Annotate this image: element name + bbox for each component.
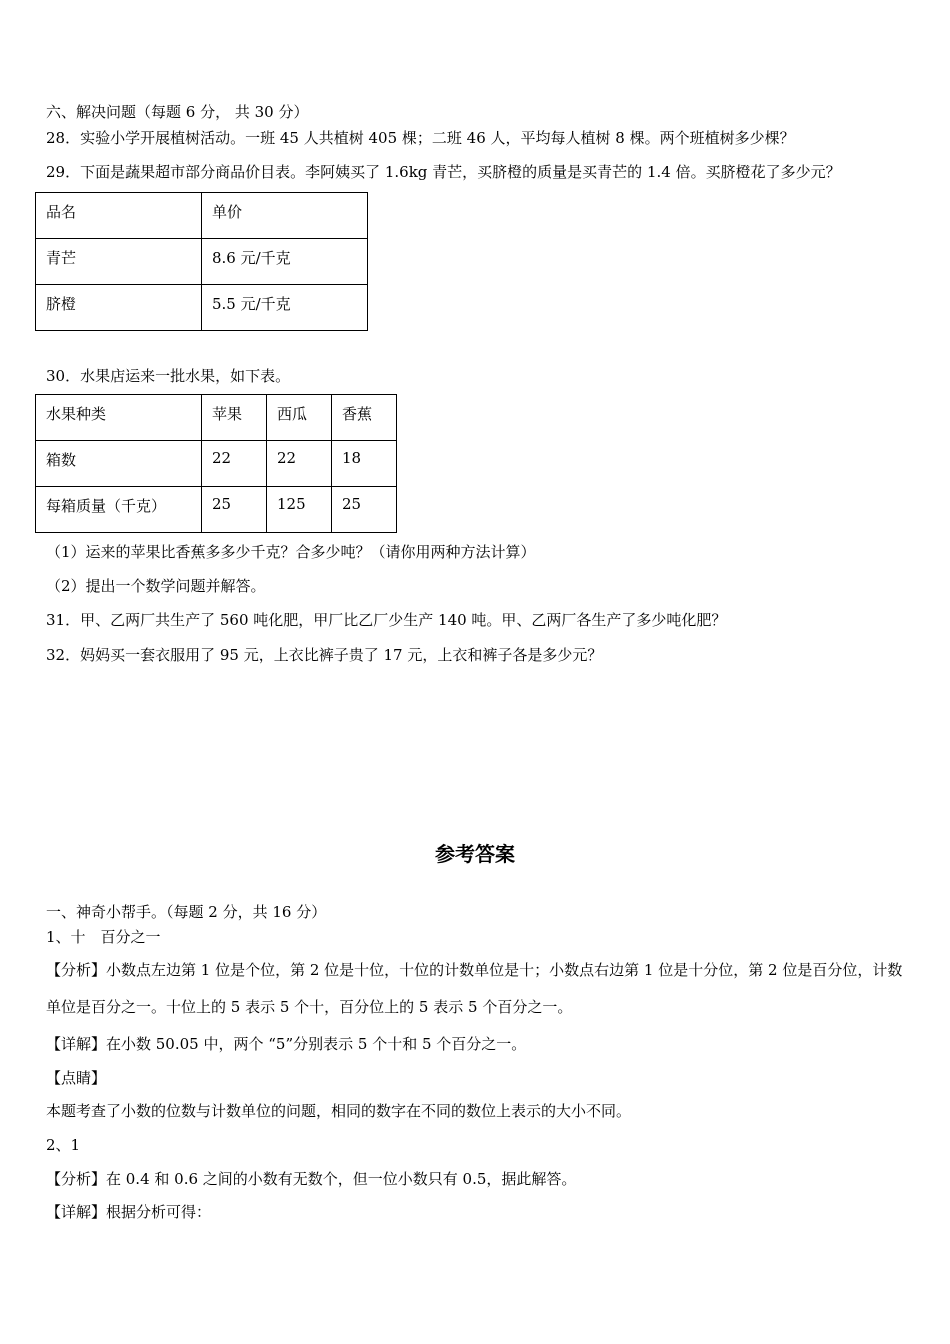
section6-heading: 六、解决问题（每题 6 分， 共 30 分） xyxy=(46,103,309,121)
answer-1-analysis: 【分析】小数点左边第 1 位是个位，第 2 位是十位，十位的计数单位是十；小数点右边第 1 位是十分位，第 2 位是百分位，计数单位是百分之一。十位上的 5 表示 5 个十，百分位上的 5 表示 5 个百分之一。 xyxy=(46,961,903,1016)
table-cell: 22 xyxy=(267,441,332,487)
question-30-part1: （1）运来的苹果比香蕉多多少千克？合多少吨？（请你用两种方法计算） xyxy=(46,543,536,561)
answer-2: 2、1 xyxy=(46,1136,81,1154)
price-table xyxy=(35,192,368,331)
table-header-cell: 西瓜 xyxy=(267,395,332,441)
table-cell: 脐橙 xyxy=(36,285,202,331)
question-30-part2: （2）提出一个数学问题并解答。 xyxy=(46,577,266,595)
table-cell: 22 xyxy=(202,441,267,487)
table-cell: 5.5 元/千克 xyxy=(202,285,368,331)
question-32: 32．妈妈买一套衣服用了 95 元，上衣比裤子贵了 17 元，上衣和裤子各是多少元？ xyxy=(46,646,603,664)
table-cell: 25 xyxy=(202,487,267,533)
question-29: 29．下面是蔬果超市部分商品价目表。李阿姨买了 1.6kg 青芒，买脐橙的质量是买青芒的 1.4 倍。买脐橙花了多少元？ xyxy=(46,163,841,181)
table-header-cell: 单价 xyxy=(202,193,368,239)
answer-2-detail: 【详解】根据分析可得： xyxy=(46,1203,212,1221)
table-cell: 25 xyxy=(332,487,397,533)
table-cell: 125 xyxy=(267,487,332,533)
question-30: 30．水果店运来一批水果，如下表。 xyxy=(46,367,291,385)
table-cell: 青芒 xyxy=(36,239,202,285)
answer-1: 1、十 百分之一 xyxy=(46,928,161,946)
table-cell: 每箱质量（千克） xyxy=(36,487,202,533)
question-28: 28．实验小学开展植树活动。一班 45 人共植树 405 棵；二班 46 人，平均每人植树 8 棵。两个班植树多少棵？ xyxy=(46,129,795,147)
fruit-table xyxy=(35,394,397,533)
answer-2-analysis: 【分析】在 0.4 和 0.6 之间的小数有无数个，但一位小数只有 0.5，据此解答。 xyxy=(46,1170,577,1188)
table-header-cell: 苹果 xyxy=(202,395,267,441)
answers-title: 参考答案 xyxy=(435,842,515,866)
question-31: 31．甲、乙两厂共生产了 560 吨化肥，甲厂比乙厂少生产 140 吨。甲、乙两厂各生产了多少吨化肥？ xyxy=(46,611,727,629)
table-cell: 箱数 xyxy=(36,441,202,487)
table-cell: 8.6 元/千克 xyxy=(202,239,368,285)
answer-1-detail: 【详解】在小数 50.05 中，两个 “5”分别表示 5 个十和 5 个百分之一。 xyxy=(46,1035,527,1053)
answer-1-point: 【点睛】 xyxy=(46,1069,107,1087)
table-header-cell: 水果种类 xyxy=(36,395,202,441)
answers-section1-heading: 一、神奇小帮手。（每题 2 分，共 16 分） xyxy=(46,903,327,921)
answer-1-note: 本题考查了小数的位数与计数单位的问题，相同的数字在不同的数位上表示的大小不同。 xyxy=(46,1102,632,1120)
table-header-cell: 品名 xyxy=(36,193,202,239)
table-header-cell: 香蕉 xyxy=(332,395,397,441)
table-cell: 18 xyxy=(332,441,397,487)
